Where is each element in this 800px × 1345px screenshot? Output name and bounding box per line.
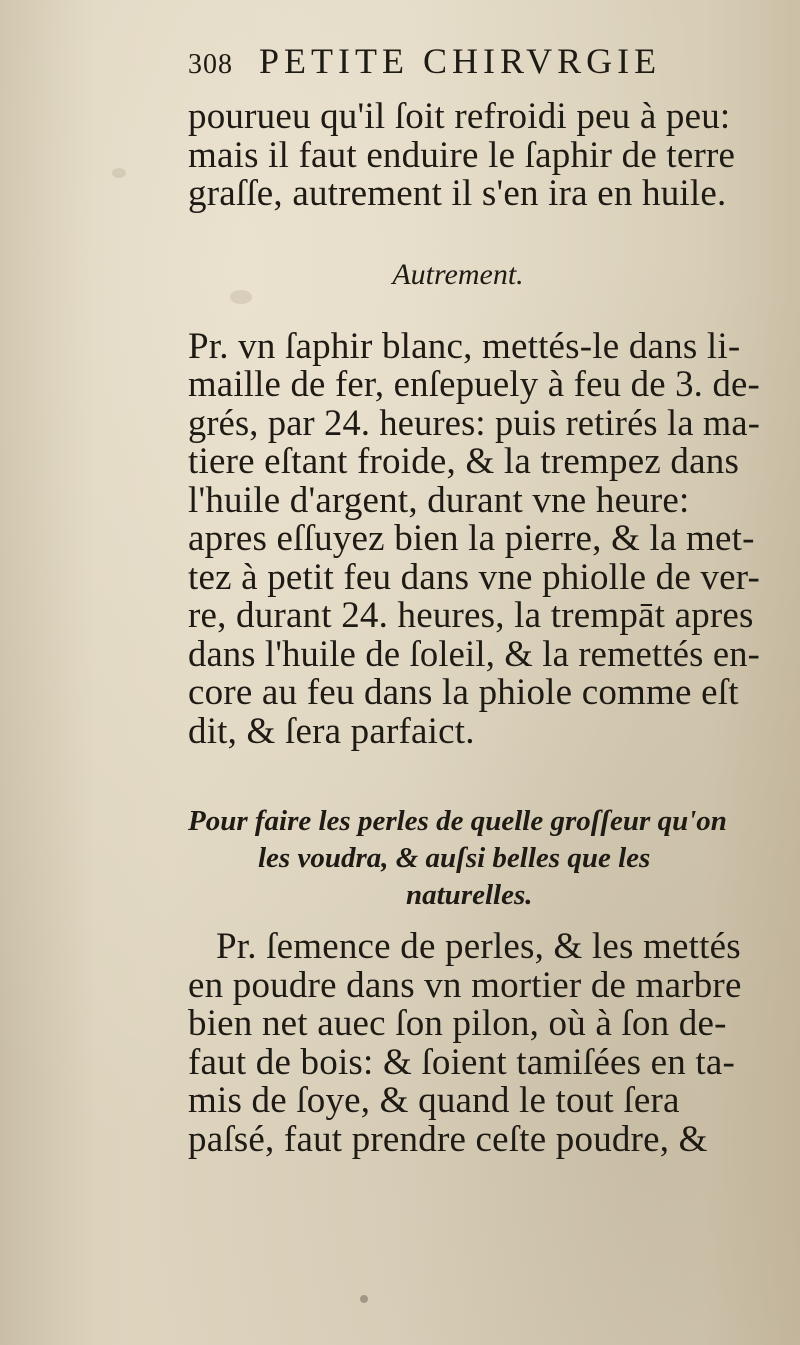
paper-stain <box>360 1295 368 1303</box>
text-line: tez à petit feu dans vne phiolle de ver- <box>188 556 761 598</box>
text-line: apres eſſuyez bien la pierre, & la met- <box>188 518 755 559</box>
text-line: re, durant 24. heures, la trempāt apres <box>188 595 754 636</box>
text-line: pourueu qu'il ſoit refroidi peu à peu: <box>188 96 731 137</box>
paper-stain <box>112 168 126 178</box>
text-line: en poudre dans vn mortier de marbre <box>188 964 742 1006</box>
text-line: tiere eſtant froide, & la trempez dans <box>188 441 740 482</box>
paragraph-pearls <box>188 928 768 1159</box>
heading-line: les voudra, & auſsi belles que les <box>258 842 651 874</box>
running-head <box>188 40 768 98</box>
text-block <box>188 40 768 1159</box>
text-line: graſſe, autrement il s'en ira en huile. <box>188 173 727 214</box>
paragraph-sapphire-end <box>188 98 768 214</box>
running-title: PETITE CHIRVRGIE <box>259 41 662 81</box>
heading-line: naturelles. <box>406 879 533 911</box>
text-line: dit, & ſera parfaict. <box>188 710 475 752</box>
page-number: 308 <box>188 49 233 80</box>
section-heading-perles <box>188 803 768 914</box>
text-line: maille de fer, enſepuely à feu de 3. de- <box>188 364 761 405</box>
text-line: Pr. ſemence de perles, & les mettés <box>216 926 741 967</box>
text-line: grés, par 24. heures: puis retirés la ma- <box>188 402 760 444</box>
text-line: dans l'huile de ſoleil, & la remettés en- <box>188 633 761 675</box>
text-line: l'huile d'argent, durant vne heure: <box>188 479 690 521</box>
text-line: paſsé, faut prendre ceſte poudre, & <box>188 1118 708 1160</box>
text-line: faut de bois: & ſoient tamiſées en ta- <box>188 1041 736 1083</box>
section-heading-autrement: Autrement. <box>392 257 524 291</box>
paragraph-white-sapphire <box>188 325 768 752</box>
text-line: bien net auec ſon pilon, où à ſon de- <box>188 1003 727 1044</box>
text-line: mais il faut enduire le ſaphir de terre <box>188 134 736 176</box>
heading-line: Pour faire les perles de quelle groſſeur qu'on <box>188 805 727 837</box>
text-line: Pr. vn ſaphir blanc, mettés-le dans li- <box>188 325 741 367</box>
text-line: mis de ſoye, & quand le tout ſera <box>188 1080 680 1121</box>
text-line: core au feu dans la phiole comme eſt <box>188 672 739 713</box>
